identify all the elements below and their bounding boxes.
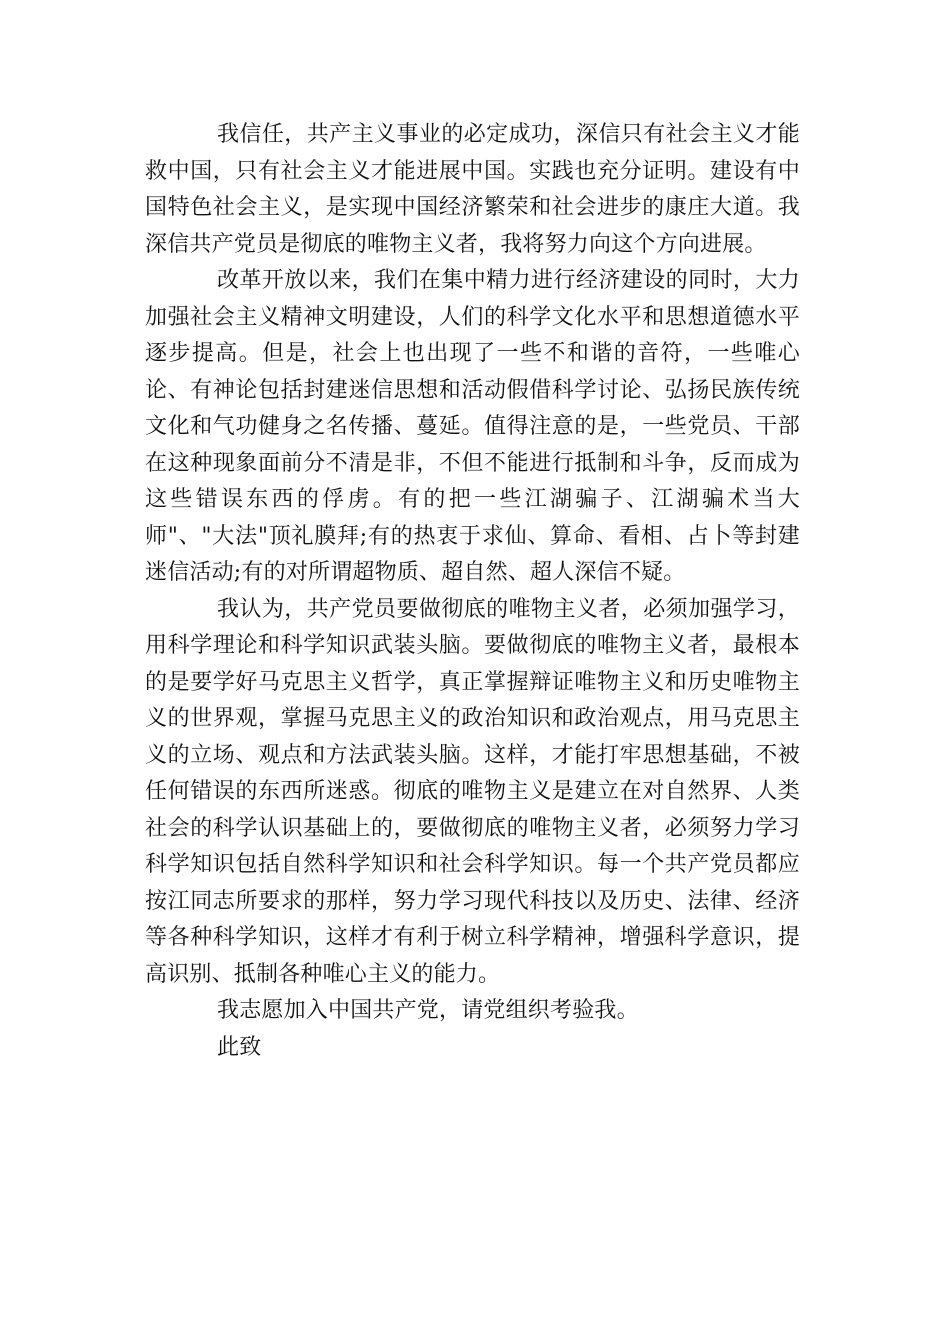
paragraph-closing: 此致 — [217, 1034, 262, 1060]
paragraph-reform: 改革开放以来，我们在集中精力进行经济建设的同时，大力加强社会主义精神文明建设，人们的科学文化水平和思想道德水平逐步提高。但是，社会上也出现了一些不和谐的音符，一些唯心论、有神论包括封建迷信思想和活动假借科学讨论、弘扬民族传统文化和气功健身之名传播、蔓延。值得注意的是，一些党员、干部在这种现象面前分不清是非，不但不能进行抵制和斗争，反而成为这些错误东西的俘虏。有的把一些江湖骗子、江湖骗术当大师"、"大法"顶礼膜拜;有的热衷于求仙、算命、看相、占卜等封建迷信活动;有的对所谓超物质、超自然、超人深信不疑。 — [145, 268, 800, 585]
paragraph-application: 我志愿加入中国共产党，请党组织考验我。 — [217, 998, 639, 1023]
paragraph-study: 我认为，共产党员要做彻底的唯物主义者，必须加强学习，用科学理论和科学知识武装头脑。要做彻底的唯物主义者，最根本的是要学好马克思主义哲学，真正掌握辩证唯物主义和历史唯物主义的世界观，掌握马克思主义的政治知识和政治观点，用马克思主义的立场、观点和方法武装头脑。这样，才能打牢思想基础，不被任何错误的东西所迷惑。彻底的唯物主义是建立在对自然界、人类社会的科学认识基础上的，要做彻底的唯物主义者，必须努力学习科学知识包括自然科学知识和社会科学知识。每一个共产党员都应按江同志所要求的那样，努力学习现代科技以及历史、法律、经济等各种科学知识，这样才有利于树立科学精神，增强科学意识，提高识别、抵制各种唯心主义的能力。 — [145, 596, 800, 987]
paragraph-belief: 我信任，共产主义事业的必定成功，深信只有社会主义才能救中国，只有社会主义才能进展中国。实践也充分证明。建设有中国特色社会主义，是实现中国经济繁荣和社会进步的康庄大道。我深信共产党员是彻底的唯物主义者，我将努力向这个方向进展。 — [145, 122, 800, 257]
letter-body — [145, 117, 800, 1066]
